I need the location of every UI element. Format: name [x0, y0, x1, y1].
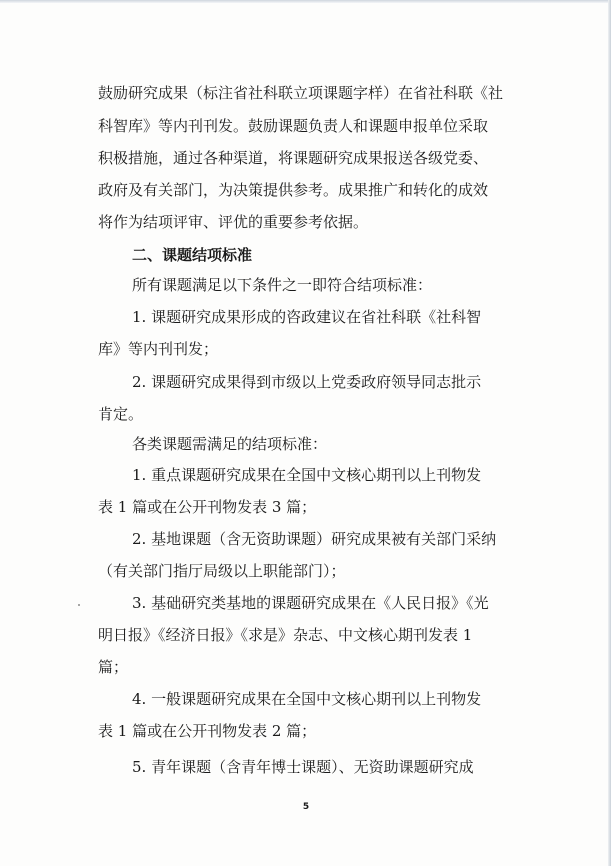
list-item-line: 明日报》《经济日报》《求是》杂志、中文核心期刊发表 1	[98, 626, 473, 644]
section-heading: 二、课题结项标准	[132, 246, 253, 264]
list-item-line: 2. 课题研究成果得到市级以上党委政府领导同志批示	[132, 373, 482, 391]
intro-all-line: 所有课题满足以下条件之一即符合结项标准：	[132, 276, 433, 294]
page-number: 5	[302, 802, 310, 812]
paragraph-line: 积极措施，通过各种渠道，将课题研究成果报送各级党委、	[98, 149, 489, 167]
list-item-line: 篇；	[98, 658, 129, 676]
list-item-line: （有关部门指厅局级以上职能部门）；	[98, 562, 346, 580]
list-item-line: 1. 课题研究成果形成的咨政建议在省社科联《社科智	[132, 308, 482, 326]
list-item-line: 肯定。	[98, 405, 144, 423]
paragraph-line: 政府及有关部门，为决策提供参考。成果推广和转化的成效	[98, 181, 489, 199]
scan-edge-top	[0, 0, 611, 3]
list-item-line: 5. 青年课题（含青年博士课题）、无资助课题研究成	[132, 758, 474, 776]
list-item-line: 表 1 篇或在公开刊物发表 2 篇；	[98, 722, 317, 740]
paragraph-line: 鼓励研究成果（标注省社科联立项课题字样）在省社科联《社	[98, 84, 504, 102]
list-item-line: 1. 重点课题研究成果在全国中文核心期刊以上刊物发	[132, 466, 482, 484]
list-item-line: 表 1 篇或在公开刊物发表 3 篇；	[98, 498, 317, 516]
list-item-line: 2. 基地课题（含无资助课题）研究成果被有关部门采纳	[132, 530, 497, 548]
intro-each-line: 各类课题需满足的结项标准：	[132, 435, 328, 453]
scan-artifact-dot	[78, 604, 80, 606]
list-item-line: 库》等内刊刊发；	[98, 340, 219, 358]
list-item-line: 3. 基础研究类基地的课题研究成果在《人民日报》《光	[132, 594, 489, 612]
paragraph-line: 将作为结项评审、评优的重要参考依据。	[98, 213, 369, 231]
paragraph-line: 科智库》等内刊刊发。鼓励课题负责人和课题申报单位采取	[98, 117, 489, 135]
list-item-line: 4. 一般课题研究成果在全国中文核心期刊以上刊物发	[132, 690, 482, 708]
